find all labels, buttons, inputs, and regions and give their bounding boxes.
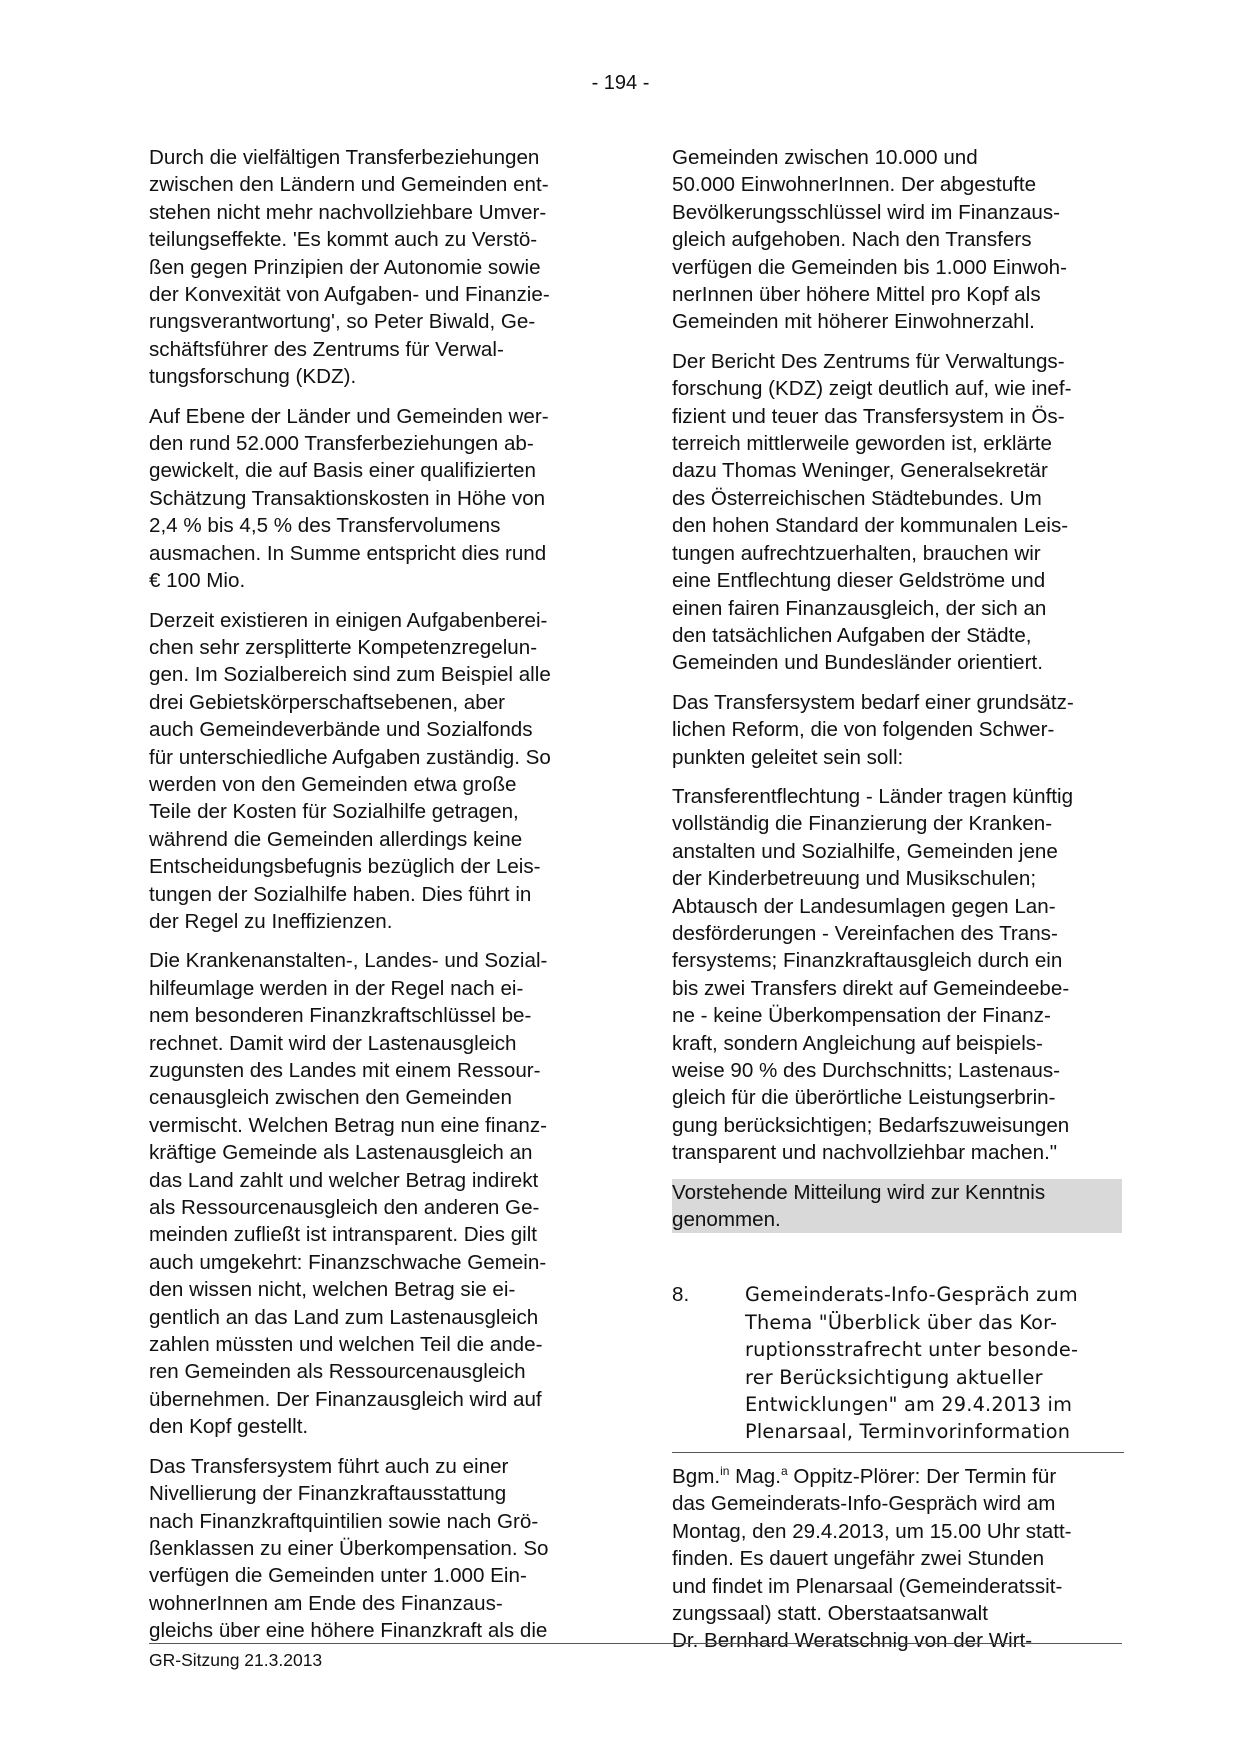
text-line: gen. Im Sozialbereich sind zum Beispiel alle xyxy=(149,663,551,687)
text-line: den Kopf gestellt. xyxy=(149,1415,309,1439)
right-column xyxy=(672,144,1122,1667)
text-line: fersystems; Finanzkraftausgleich durch ein xyxy=(672,949,1063,973)
text-line: drei Gebietskörperschaftsebenen, aber xyxy=(149,690,506,714)
text-line: rer Berücksichtigung aktueller xyxy=(745,1365,1043,1389)
text-line: gleichs über eine höhere Finanzkraft als die xyxy=(149,1619,548,1643)
text-line: zugunsten des Landes mit einem Ressour- xyxy=(149,1059,541,1082)
text-line: € 100 Mio. xyxy=(149,569,246,593)
text-line: gewickelt, die auf Basis einer qualifizierten xyxy=(149,459,536,483)
statement xyxy=(672,1463,1122,1655)
text-line: kraft, sondern Angleichung auf beispiels- xyxy=(672,1031,1043,1055)
text-line: des Österreichischen Städtebundes. Um xyxy=(672,486,1042,510)
text-line: fizient und teuer das Transfersystem in Ös- xyxy=(672,404,1065,428)
footer-text: GR-Sitzung 21.3.2013 xyxy=(149,1650,323,1670)
text-line: dazu Thomas Weninger, Generalsekretär xyxy=(672,459,1048,483)
text-line: Gemeinden zwischen 10.000 und xyxy=(672,146,978,169)
text-line: eine Entflechtung dieser Geldströme und xyxy=(672,569,1046,593)
text-line: vermischt. Welchen Betrag nun eine finanz- xyxy=(149,1113,547,1137)
text-line: Dr. Bernhard Weratschnig von der Wirt- xyxy=(672,1629,1033,1653)
text-line: genommen. xyxy=(672,1208,781,1232)
text-line: rungsverantwortung', so Peter Biwald, Ge- xyxy=(149,310,536,334)
text-line: gleich für die überörtliche Leistungserbrin- xyxy=(672,1086,1056,1110)
text-line: tungen der Sozialhilfe haben. Dies führt in xyxy=(149,882,532,906)
paragraph xyxy=(149,144,599,391)
text-line: verfügen die Gemeinden bis 1.000 Einwoh- xyxy=(672,255,1067,279)
text-line: der Konvexität von Aufgaben- und Finanzie- xyxy=(149,283,550,307)
paragraph xyxy=(672,348,1122,677)
text-line: zwischen den Ländern und Gemeinden ent- xyxy=(149,173,549,197)
page-number: - 194 - xyxy=(591,72,650,94)
text-line: nach Finanzkraftquintilien sowie nach Grö- xyxy=(149,1509,539,1533)
text-line: das Land zahlt und welcher Betrag indirekt xyxy=(149,1168,539,1192)
text-line: Montag, den 29.4.2013, um 15.00 Uhr statt- xyxy=(672,1519,1072,1543)
text-line: gung berücksichtigen; Bedarfszuweisungen xyxy=(672,1113,1070,1137)
text-line: lichen Reform, die von folgenden Schwer- xyxy=(672,718,1055,742)
text-line: Auf Ebene der Länder und Gemeinden wer- xyxy=(149,404,549,428)
text-line: rechnet. Damit wird der Lastenausgleich xyxy=(149,1031,517,1055)
text-line: Der Bericht Des Zentrums für Verwaltungs- xyxy=(672,349,1065,373)
text-line: ausmachen. In Summe entspricht dies rund xyxy=(149,541,547,565)
text-line: Transferentflechtung - Länder tragen künftig xyxy=(672,784,1074,808)
text-line: Nivellierung der Finanzkraftausstattung xyxy=(149,1482,507,1506)
text-line xyxy=(672,1463,1122,1490)
text-line: kräftige Gemeinde als Lastenausgleich an xyxy=(149,1141,533,1165)
speaker-text: Oppitz-Plörer: Der Termin für xyxy=(787,1464,1057,1488)
paragraph xyxy=(149,607,599,936)
agenda-item-title xyxy=(745,1281,1122,1445)
text-line: Bevölkerungsschlüssel wird im Finanzaus- xyxy=(672,200,1061,224)
text-line: weise 90 % des Durchschnitts; Lastenaus- xyxy=(672,1059,1061,1082)
text-line: Derzeit existieren in einigen Aufgabenberei- xyxy=(149,608,548,632)
text-line: den tatsächlichen Aufgaben der Städte, xyxy=(672,623,1032,647)
text-line: ren Gemeinden als Ressourcenausgleich xyxy=(149,1360,526,1384)
text-line: Abtausch der Landesumlagen gegen Lan- xyxy=(672,894,1056,918)
paragraph xyxy=(149,947,599,1440)
text-line: Teile der Kosten für Sozialhilfe getragen, xyxy=(149,800,519,824)
text-line: und findet im Plenarsaal (Gemeinderatssit- xyxy=(672,1574,1063,1598)
text-line: terreich mittlerweile geworden ist, erklärte xyxy=(672,432,1052,456)
superscript: a xyxy=(780,1463,788,1478)
paragraph xyxy=(149,1453,599,1645)
text-line: als Ressourcenausgleich den anderen Ge- xyxy=(149,1196,540,1220)
text-line: Das Transfersystem bedarf einer grundsätz- xyxy=(672,690,1074,714)
text-line: finden. Es dauert ungefähr zwei Stunden xyxy=(672,1547,1045,1571)
text-line: meinden zufließt ist intransparent. Dies gilt xyxy=(149,1223,538,1247)
text-line: ruptionsstrafrecht unter besonde- xyxy=(745,1338,1079,1362)
text-line: Plenarsaal, Terminvorinformation xyxy=(745,1420,1071,1444)
text-line: Durch die vielfältigen Transferbeziehungen xyxy=(149,146,540,169)
text-line: auch Gemeindeverbände und Sozialfonds xyxy=(149,718,533,742)
left-column xyxy=(149,144,599,1657)
text-line: wohnerInnen am Ende des Finanzaus- xyxy=(149,1591,503,1615)
text-line: Gemeinden und Bundesländer orientiert. xyxy=(672,651,1043,675)
text-line: für unterschiedliche Aufgaben zuständig. So xyxy=(149,745,551,769)
text-line: zungssaal) statt. Oberstaatsanwalt xyxy=(672,1601,988,1625)
text-line: nerInnen über höhere Mittel pro Kopf als xyxy=(672,283,1041,307)
text-line: Thema "Überblick über das Kor- xyxy=(745,1310,1058,1334)
text-line: einen fairen Finanzausgleich, der sich an xyxy=(672,596,1047,620)
text-line: punkten geleitet sein soll: xyxy=(672,745,904,769)
text-line: den rund 52.000 Transferbeziehungen ab- xyxy=(149,432,534,456)
text-line: der Kinderbetreuung und Musikschulen; xyxy=(672,867,1037,891)
text-line: 2,4 % bis 4,5 % des Transfervolumens xyxy=(149,514,501,538)
paragraph xyxy=(672,689,1122,771)
agenda-item xyxy=(672,1281,1122,1445)
text-line: zahlen müssten und welchen Teil die ande- xyxy=(149,1333,543,1357)
text-line: der Regel zu Ineffizienzen. xyxy=(149,909,393,933)
text-line: gleich aufgehoben. Nach den Transfers xyxy=(672,228,1032,252)
text-line: den wissen nicht, welchen Betrag sie ei- xyxy=(149,1278,516,1302)
text-line: Die Krankenanstalten-, Landes- und Sozial- xyxy=(149,949,548,973)
text-line: ne - keine Überkompensation der Finanz- xyxy=(672,1004,1051,1028)
text-line: desförderungen - Vereinfachen des Trans- xyxy=(672,921,1058,945)
text-line: während die Gemeinden allerdings keine xyxy=(149,827,523,851)
text-line: Entscheidungsbefugnis bezüglich der Leis- xyxy=(149,855,541,879)
speaker-title: Bgm. xyxy=(672,1464,721,1488)
text-line: chen sehr zersplitterte Kompetenzregelun- xyxy=(149,635,538,659)
text-line: stehen nicht mehr nachvollziehbare Umver- xyxy=(149,200,547,224)
text-line: das Gemeinderats-Info-Gespräch wird am xyxy=(672,1492,1056,1516)
text-line: tungen aufrechtzuerhalten, brauchen wir xyxy=(672,541,1041,565)
speaker-title: Mag. xyxy=(729,1464,781,1488)
paragraph xyxy=(149,403,599,595)
text-line: Das Transfersystem führt auch zu einer xyxy=(149,1454,509,1478)
text-line: Gemeinderats-Info-Gespräch zum xyxy=(745,1283,1078,1307)
text-line: transparent und nachvollziehbar machen." xyxy=(672,1141,1058,1165)
text-line: hilfeumlage werden in der Regel nach ei- xyxy=(149,976,524,1000)
text-line: Vorstehende Mitteilung wird zur Kenntnis xyxy=(672,1180,1046,1204)
text-line: gentlich an das Land zum Lastenausgleich xyxy=(149,1305,539,1329)
superscript: in xyxy=(720,1463,730,1478)
text-line: ßen gegen Prinzipien der Autonomie sowie xyxy=(149,255,541,279)
agenda-item-number: 8. xyxy=(672,1283,690,1307)
text-line: cenausgleich zwischen den Gemeinden xyxy=(149,1086,512,1110)
text-line: übernehmen. Der Finanzausgleich wird auf xyxy=(149,1387,542,1411)
notice-box xyxy=(672,1179,1122,1234)
text-line: bis zwei Transfers direkt auf Gemeindeebe- xyxy=(672,976,1070,1000)
text-line: Schätzung Transaktionskosten in Höhe von xyxy=(149,486,546,510)
text-line: tungsforschung (KDZ). xyxy=(149,365,357,389)
text-line: schäftsführer des Zentrums für Verwal- xyxy=(149,337,504,361)
paragraph xyxy=(672,783,1122,1167)
text-line: ßenklassen zu einer Überkompensation. So xyxy=(149,1536,549,1560)
text-line: Gemeinden mit höherer Einwohnerzahl. xyxy=(672,310,1035,334)
paragraph xyxy=(672,144,1122,336)
text-line: anstalten und Sozialhilfe, Gemeinden jene xyxy=(672,839,1058,863)
text-line: auch umgekehrt: Finanzschwache Gemein- xyxy=(149,1250,547,1274)
text-line: verfügen die Gemeinden unter 1.000 Ein- xyxy=(149,1564,527,1588)
agenda-divider xyxy=(672,1452,1124,1453)
text-line: Entwicklungen" am 29.4.2013 im xyxy=(745,1393,1073,1417)
text-line: nem besonderen Finanzkraftschlüssel be- xyxy=(149,1004,532,1028)
text-line: forschung (KDZ) zeigt deutlich auf, wie inef- xyxy=(672,377,1072,401)
text-line: 50.000 EinwohnerInnen. Der abgestufte xyxy=(672,173,1037,197)
text-line: teilungseffekte. 'Es kommt auch zu Verstö- xyxy=(149,228,538,252)
text-line: vollständig die Finanzierung der Kranken- xyxy=(672,812,1053,836)
text-line: den hohen Standard der kommunalen Leis- xyxy=(672,514,1069,538)
text-line: werden von den Gemeinden etwa große xyxy=(149,772,517,796)
footer-divider xyxy=(149,1643,1122,1644)
